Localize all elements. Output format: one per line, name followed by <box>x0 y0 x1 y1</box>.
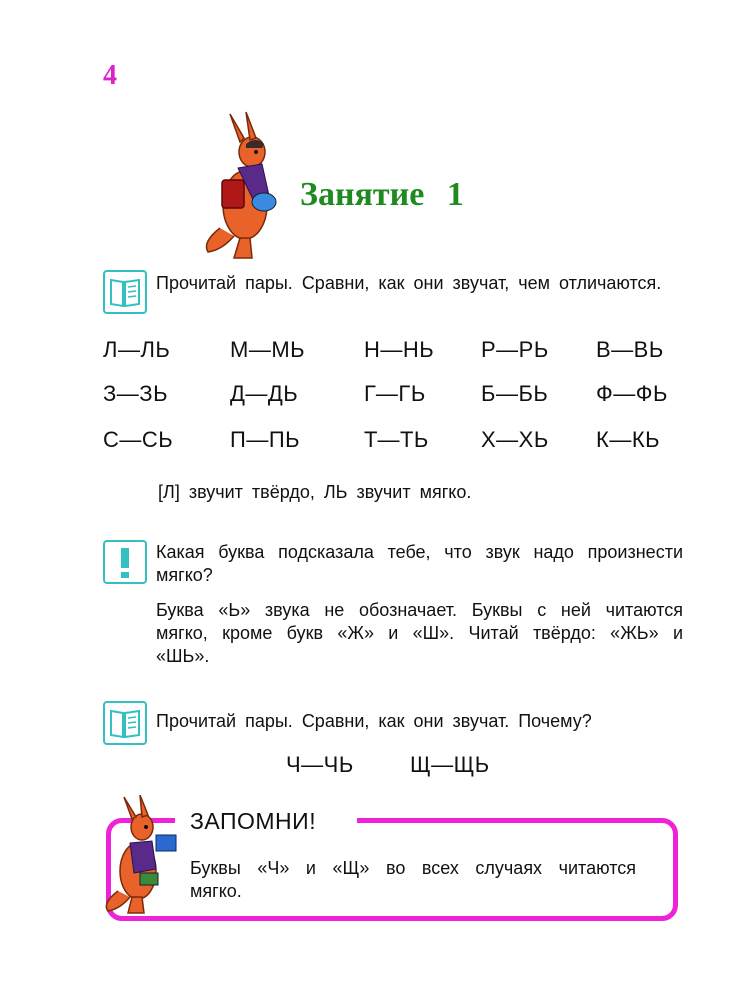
hard-soft-note: [Л] звучит твёрдо, ЛЬ звучит мягко. <box>158 482 472 502</box>
pair-cell: В—ВЬ <box>596 337 664 362</box>
pair-cell: З—ЗЬ <box>103 381 169 406</box>
pair-cell: Л—ЛЬ <box>103 337 171 362</box>
pair-cell: Н—НЬ <box>364 337 435 362</box>
task1-instruction: Прочитай пары. Сравни, как они звучат, чем отличаются. <box>156 273 662 293</box>
pair-cell: Ф—ФЬ <box>596 381 668 406</box>
pair-cell: С—СЬ <box>103 427 174 452</box>
remember-text: Буквы «Ч» и «Щ» во всех случаях читаются мягко. <box>190 858 636 901</box>
kangaroo-reading-illustration <box>100 795 190 915</box>
book-icon <box>103 270 147 314</box>
book-icon <box>103 701 147 745</box>
pair-cell: Г—ГЬ <box>364 381 426 406</box>
pair-cell: М—МЬ <box>230 337 306 362</box>
page-number: 4 <box>103 60 117 91</box>
kangaroo-illustration <box>200 110 290 260</box>
task3-instruction: Прочитай пары. Сравни, как они звучат. Почему? <box>156 711 592 731</box>
task2-answer: Буква «Ь» звука не обозначает. Буквы с ней читаются мягко, кроме букв «Ж» и «Ш». Читай твёрдо: «ЖЬ» и «ШЬ». <box>156 600 683 666</box>
lesson-title: Занятие 1 <box>300 176 464 213</box>
pair-cell: Т—ТЬ <box>364 427 429 452</box>
pair-cell: Щ—ЩЬ <box>410 752 490 777</box>
task2-question: Какая буква подсказала тебе, что звук надо произнести мягко? <box>156 542 683 585</box>
pair-cell: П—ПЬ <box>230 427 301 452</box>
pair-cell: Р—РЬ <box>481 337 549 362</box>
pair-cell: Д—ДЬ <box>230 381 299 406</box>
remember-title: ЗАПОМНИ! <box>190 808 317 834</box>
pair-cell: Ч—ЧЬ <box>286 752 354 777</box>
exclamation-icon <box>103 540 147 584</box>
pair-cell: К—КЬ <box>596 427 661 452</box>
pair-cell: Б—БЬ <box>481 381 549 406</box>
pair-cell: Х—ХЬ <box>481 427 549 452</box>
